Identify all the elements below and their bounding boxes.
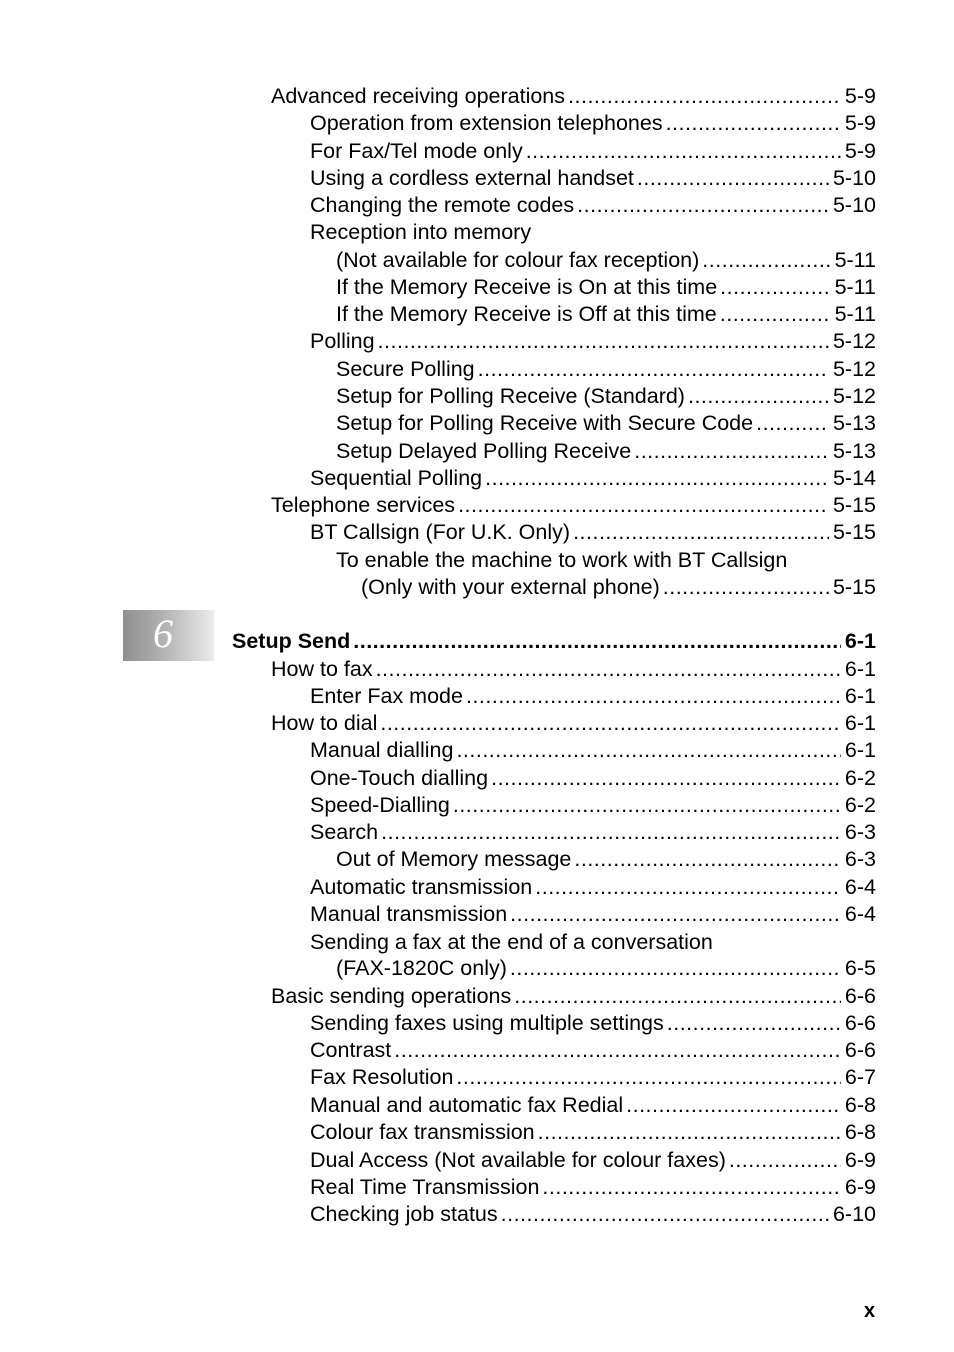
- toc-entry[interactable]: [271, 983, 876, 1009]
- dot-leader: [376, 656, 841, 682]
- dot-leader: [538, 1119, 841, 1145]
- toc-entry[interactable]: [361, 574, 876, 600]
- toc-entry-page: 5-10: [832, 193, 876, 217]
- toc-entry[interactable]: [336, 383, 876, 409]
- toc-entry[interactable]: [232, 628, 876, 654]
- toc-entry[interactable]: [310, 165, 876, 191]
- toc-entry-title: Manual transmission: [310, 902, 508, 926]
- toc-entry[interactable]: [310, 465, 876, 491]
- toc-entry[interactable]: [310, 1064, 876, 1090]
- dot-leader: [574, 846, 841, 872]
- toc-entry-title: Dual Access (Not available for colour faxes): [310, 1148, 726, 1172]
- dot-leader: [626, 1092, 841, 1118]
- toc-entry-title: Sending faxes using multiple settings: [310, 1011, 664, 1035]
- toc-entry-page: 6-2: [844, 766, 876, 790]
- toc-entry-title: Sequential Polling: [310, 466, 483, 490]
- toc-entry-title: (Only with your external phone): [361, 575, 660, 599]
- toc-entry-title: Checking job status: [310, 1202, 498, 1226]
- toc-entry[interactable]: [271, 492, 876, 518]
- dot-leader: [568, 83, 841, 109]
- toc-entry-title: BT Callsign (For U.K. Only): [310, 520, 571, 544]
- toc-entry[interactable]: [310, 929, 876, 955]
- toc-entry-title: Search: [310, 820, 379, 844]
- dot-leader: [526, 138, 841, 164]
- toc-entry[interactable]: [271, 656, 876, 682]
- toc-entry[interactable]: [336, 846, 876, 872]
- toc-entry-title: Fax Resolution: [310, 1065, 454, 1089]
- toc-entry-page: 5-15: [832, 493, 876, 517]
- dot-leader: [535, 874, 841, 900]
- toc-entry-title: Operation from extension telephones: [310, 111, 663, 135]
- toc-entry[interactable]: [310, 1201, 876, 1227]
- dot-leader: [485, 465, 829, 491]
- toc-entry-page: 6-6: [844, 1038, 876, 1062]
- toc-entry[interactable]: [310, 519, 876, 545]
- toc-entry-page: 6-10: [832, 1202, 876, 1226]
- toc-entry-title: Contrast: [310, 1038, 392, 1062]
- toc-entry[interactable]: [310, 1119, 876, 1145]
- dot-leader: [756, 410, 829, 436]
- dot-leader: [637, 165, 829, 191]
- toc-entry-title: Changing the remote codes: [310, 193, 575, 217]
- toc-entry-page: 5-15: [832, 520, 876, 544]
- dot-leader: [542, 1174, 841, 1200]
- toc-entry[interactable]: [310, 874, 876, 900]
- dot-leader: [514, 983, 841, 1009]
- toc-entry-page: 6-1: [844, 657, 876, 681]
- dot-leader: [478, 356, 829, 382]
- dot-leader: [380, 710, 841, 736]
- toc-entry[interactable]: [310, 1147, 876, 1173]
- toc-entry-title: Setup Send: [232, 629, 351, 653]
- toc-entry-title: Setup for Polling Receive (Standard): [336, 384, 685, 408]
- toc-entry-page: 6-3: [844, 820, 876, 844]
- toc-entry-title: One-Touch dialling: [310, 766, 489, 790]
- toc-entry-page: 5-15: [832, 575, 876, 599]
- toc-entry[interactable]: [310, 1092, 876, 1118]
- toc-entry-page: 5-13: [832, 411, 876, 435]
- toc-entry[interactable]: [310, 192, 876, 218]
- toc-entry-page: 5-12: [832, 384, 876, 408]
- toc-entry-page: 6-1: [844, 711, 876, 735]
- toc-entry[interactable]: [271, 710, 876, 736]
- dot-leader: [702, 247, 830, 273]
- toc-entry[interactable]: [310, 1037, 876, 1063]
- toc-entry-title: Out of Memory message: [336, 847, 572, 871]
- toc-entry[interactable]: [336, 547, 876, 573]
- toc-entry[interactable]: [310, 765, 876, 791]
- dot-leader: [667, 1010, 841, 1036]
- toc-entry-page: 6-7: [844, 1065, 876, 1089]
- toc-entry-page: 6-4: [844, 875, 876, 899]
- toc-entry-title: (Not available for colour fax reception): [336, 248, 700, 272]
- toc-entry[interactable]: [336, 410, 876, 436]
- toc-entry-page: 6-8: [844, 1120, 876, 1144]
- toc-entry[interactable]: [310, 819, 876, 845]
- toc-entry[interactable]: [310, 328, 876, 354]
- toc-entry-title: Automatic transmission: [310, 875, 533, 899]
- dot-leader: [491, 765, 841, 791]
- toc-entry-title: Enter Fax mode: [310, 684, 463, 708]
- toc-entry-title: Reception into memory: [310, 220, 532, 244]
- toc-entry-title: Real Time Transmission: [310, 1175, 540, 1199]
- toc-entry[interactable]: [310, 792, 876, 818]
- dot-leader: [720, 274, 830, 300]
- toc-entry-page: 6-6: [844, 1011, 876, 1035]
- dot-leader: [573, 519, 829, 545]
- dot-leader: [394, 1037, 841, 1063]
- toc-entry[interactable]: [310, 1010, 876, 1036]
- toc-entry-page: 6-2: [844, 793, 876, 817]
- toc-entry-title: Setup for Polling Receive with Secure Code: [336, 411, 754, 435]
- dot-leader: [453, 792, 841, 818]
- toc-entry[interactable]: [310, 1174, 876, 1200]
- toc-entry-page: 6-8: [844, 1093, 876, 1117]
- toc-entry-page: 6-1: [844, 738, 876, 762]
- toc-entry-page: 5-14: [832, 466, 876, 490]
- toc-entry-page: 5-10: [832, 166, 876, 190]
- toc-entry-page: 6-3: [844, 847, 876, 871]
- toc-entry-title: Manual and automatic fax Redial: [310, 1093, 624, 1117]
- dot-leader: [663, 574, 829, 600]
- toc-entry[interactable]: [310, 737, 876, 763]
- dot-leader: [666, 110, 841, 136]
- dot-leader: [501, 1201, 829, 1227]
- toc-entry-page: 5-13: [832, 439, 876, 463]
- dot-leader: [510, 955, 841, 981]
- toc-entry[interactable]: [336, 247, 876, 273]
- dot-leader: [456, 737, 840, 763]
- toc-entry[interactable]: [271, 83, 876, 109]
- toc-entry[interactable]: [310, 683, 876, 709]
- toc-entry[interactable]: [336, 955, 876, 981]
- toc-entry-title: Secure Polling: [336, 357, 475, 381]
- page-number: x: [864, 1300, 876, 1322]
- toc-entry-title: Sending a fax at the end of a conversation: [310, 930, 713, 954]
- toc-entry[interactable]: [336, 274, 876, 300]
- toc-entry-page: 5-9: [844, 84, 876, 108]
- toc-entry-title: Using a cordless external handset: [310, 166, 634, 190]
- toc-entry-page: 6-4: [844, 902, 876, 926]
- toc-entry-page: 6-9: [844, 1148, 876, 1172]
- toc-entry-title: For Fax/Tel mode only: [310, 139, 523, 163]
- toc-entry-page: 5-11: [834, 275, 876, 299]
- toc-entry-title: Setup Delayed Polling Receive: [336, 439, 632, 463]
- toc-entry-title: To enable the machine to work with BT Callsign: [336, 548, 788, 572]
- toc-entry[interactable]: [336, 356, 876, 382]
- dot-leader: [378, 328, 829, 354]
- toc-entry-page: 6-6: [844, 984, 876, 1008]
- dot-leader: [510, 901, 841, 927]
- dot-leader: [466, 683, 841, 709]
- dot-leader: [381, 819, 841, 845]
- dot-leader: [634, 438, 829, 464]
- chapter-number: 6: [153, 611, 173, 656]
- toc-entry-page: 6-1: [844, 629, 876, 653]
- toc-entry-title: Telephone services: [271, 493, 456, 517]
- toc-entry-page: 5-12: [832, 329, 876, 353]
- toc-entry-page: 6-1: [844, 684, 876, 708]
- toc-entry-title: Basic sending operations: [271, 984, 512, 1008]
- toc-entry-page: 6-5: [844, 956, 876, 980]
- toc-entry-page: 5-11: [834, 248, 876, 272]
- dot-leader: [353, 628, 841, 654]
- toc-entry-title: Manual dialling: [310, 738, 454, 762]
- toc-entry-title: If the Memory Receive is Off at this time: [336, 302, 717, 326]
- toc-entry-title: How to fax: [271, 657, 373, 681]
- toc-entry[interactable]: [310, 138, 876, 164]
- toc-entry[interactable]: [336, 438, 876, 464]
- toc-entry[interactable]: [336, 301, 876, 327]
- toc-entry[interactable]: [310, 901, 876, 927]
- toc-entry-page: 6-9: [844, 1175, 876, 1199]
- toc-entry-page: 5-9: [844, 111, 876, 135]
- toc-entry-title: Colour fax transmission: [310, 1120, 535, 1144]
- toc-entry-page: 5-11: [834, 302, 876, 326]
- toc-entry-title: Polling: [310, 329, 375, 353]
- toc-entry[interactable]: [310, 219, 876, 245]
- dot-leader: [688, 383, 829, 409]
- dot-leader: [456, 1064, 841, 1090]
- dot-leader: [458, 492, 829, 518]
- toc-entry-title: If the Memory Receive is On at this time: [336, 275, 718, 299]
- toc-entry-title: Advanced receiving operations: [271, 84, 566, 108]
- toc-entry-page: 5-9: [844, 139, 876, 163]
- toc-entry[interactable]: [310, 110, 876, 136]
- dot-leader: [729, 1147, 841, 1173]
- toc-entry-page: 5-12: [832, 357, 876, 381]
- toc-entry-title: (FAX-1820C only): [336, 956, 507, 980]
- dot-leader: [577, 192, 829, 218]
- toc-entry-title: Speed-Dialling: [310, 793, 450, 817]
- toc-entry-title: How to dial: [271, 711, 378, 735]
- chapter-tab: [123, 610, 214, 661]
- dot-leader: [720, 301, 831, 327]
